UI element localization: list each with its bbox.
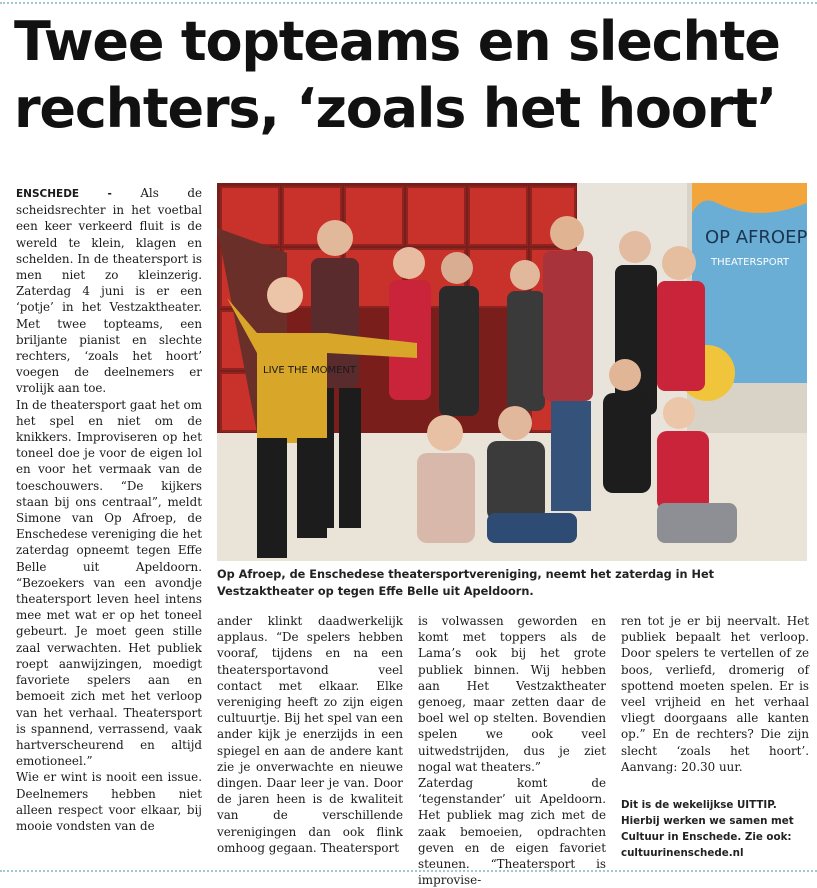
paragraph-1-text: Als de scheidsrechter in het voetbal een keer verkeerd fluit is de wereld te klein, klagen en schelden. In de theatersport is men niet zo kleinzerig. Zaterdag 4 juni is er een ‘potje’ in het Vestzaktheater. Met twee topteams, een briljante pianist en slechte rechters, ‘zoals het hoort’ voegen de deelnemers er vrolijk aan toe. [16,186,202,396]
sign-title: OP AFROEP [705,227,808,248]
article-column-4 [621,613,809,793]
paragraph-col3-a: is volwassen geworden en komt met toppers als de Lama’s ook bij het grote publiek binnen. Wij hebben aan Het Vestzaktheater genoeg, maar zetten daar de boel wel op stelten. Bovendien spelen we ook veel uitwedstrijden, dus je ziet nogal wat theaters.” [418,614,606,774]
paragraph-col4: ren tot je er bij neervalt. Het publiek bepaalt het verloop. Door spelers te vertellen of ze boos, verliefd, dromerig of spottend moeten spelen. Er is veel vrijheid en het verhaal vliegt doorgaans alle kanten op.” En de rechters? Die zijn slecht ‘zoals het hoort’. Aanvang: 20.30 uur. [621,614,809,774]
bottom-divider [0,870,817,872]
paragraph-3: Wie er wint is nooit een issue. Deelnemers hebben niet alleen respect voor elkaar, bij mooie vondsten van de [16,770,202,833]
article-column-1 [16,185,202,865]
article-column-2 [217,613,403,865]
group-photo-illustration [217,183,807,561]
photo-caption: Op Afroep, de Enschedese theatersportvereniging, neemt het zaterdag in Het Vestzaktheater op tegen Effe Belle uit Apeldoorn. [217,568,715,598]
paragraph-col2: ander klinkt daadwerkelijk applaus. “De spelers hebben vooraf, tijdens en na een theatersportavond veel contact met elkaar. Elke vereniging heeft zo zijn eigen cultuurtje. Bij het spel van een ander kijk je enerzijds in een spiegel en aan de andere kant zie je onverwachte en nieuwe dingen. Daar leer je van. Door de jaren heen is de kwaliteit van de verschillende verenigingen dan ook flink omhoog gegaan. Theatersport [217,614,403,855]
uittip-note: Dit is de wekelijkse UITTIP. Hierbij werken we samen met Cultuur in Enschede. Zie ook: cultuurinenschede.nl [621,799,794,859]
headline: Twee topteams en slechte rechters, ‘zoals het hoort’ [14,10,780,140]
shirt-print: LIVE THE MOMENT [263,365,357,376]
paragraph-2: In de theatersport gaat het om het spel en niet om de knikkers. Improviseren op het toneel doe je voor de eigen lol en voor het vermaak van de toeschouwers. “De kijkers staan bij ons centraal”, meldt Simone van Op Afroep, de Enschedese vereniging die het zaterdag opneemt tegen Effe Belle uit Apeldoorn. “Bezoekers van een avondje theatersport leven heel intens mee met wat er op het toneel gebeurt. Je moet geen stille zaal verwachten. Het publiek roept aanwijzingen, moedigt favoriete spelers aan en bemoeit zich met het verloop van het verhaal. Theatersport is spannend, verrassend, vaak hartverscheurend en altijd emotioneel.” [16,397,202,769]
paragraph-1 [16,185,202,397]
article-column-3 [418,613,606,888]
top-divider [0,2,817,4]
dateline: ENSCHEDE - [16,188,112,200]
group-photo [217,183,807,561]
paragraph-col3-b: Zaterdag komt de ‘tegenstander’ uit Apeldoorn. Het publiek mag zich met de zaak bemoeien, opdrachten geven en de eigen favoriet steunen. “Theatersport is improvise- [418,776,606,888]
sign-subtitle: THEATERSPORT [711,257,789,268]
